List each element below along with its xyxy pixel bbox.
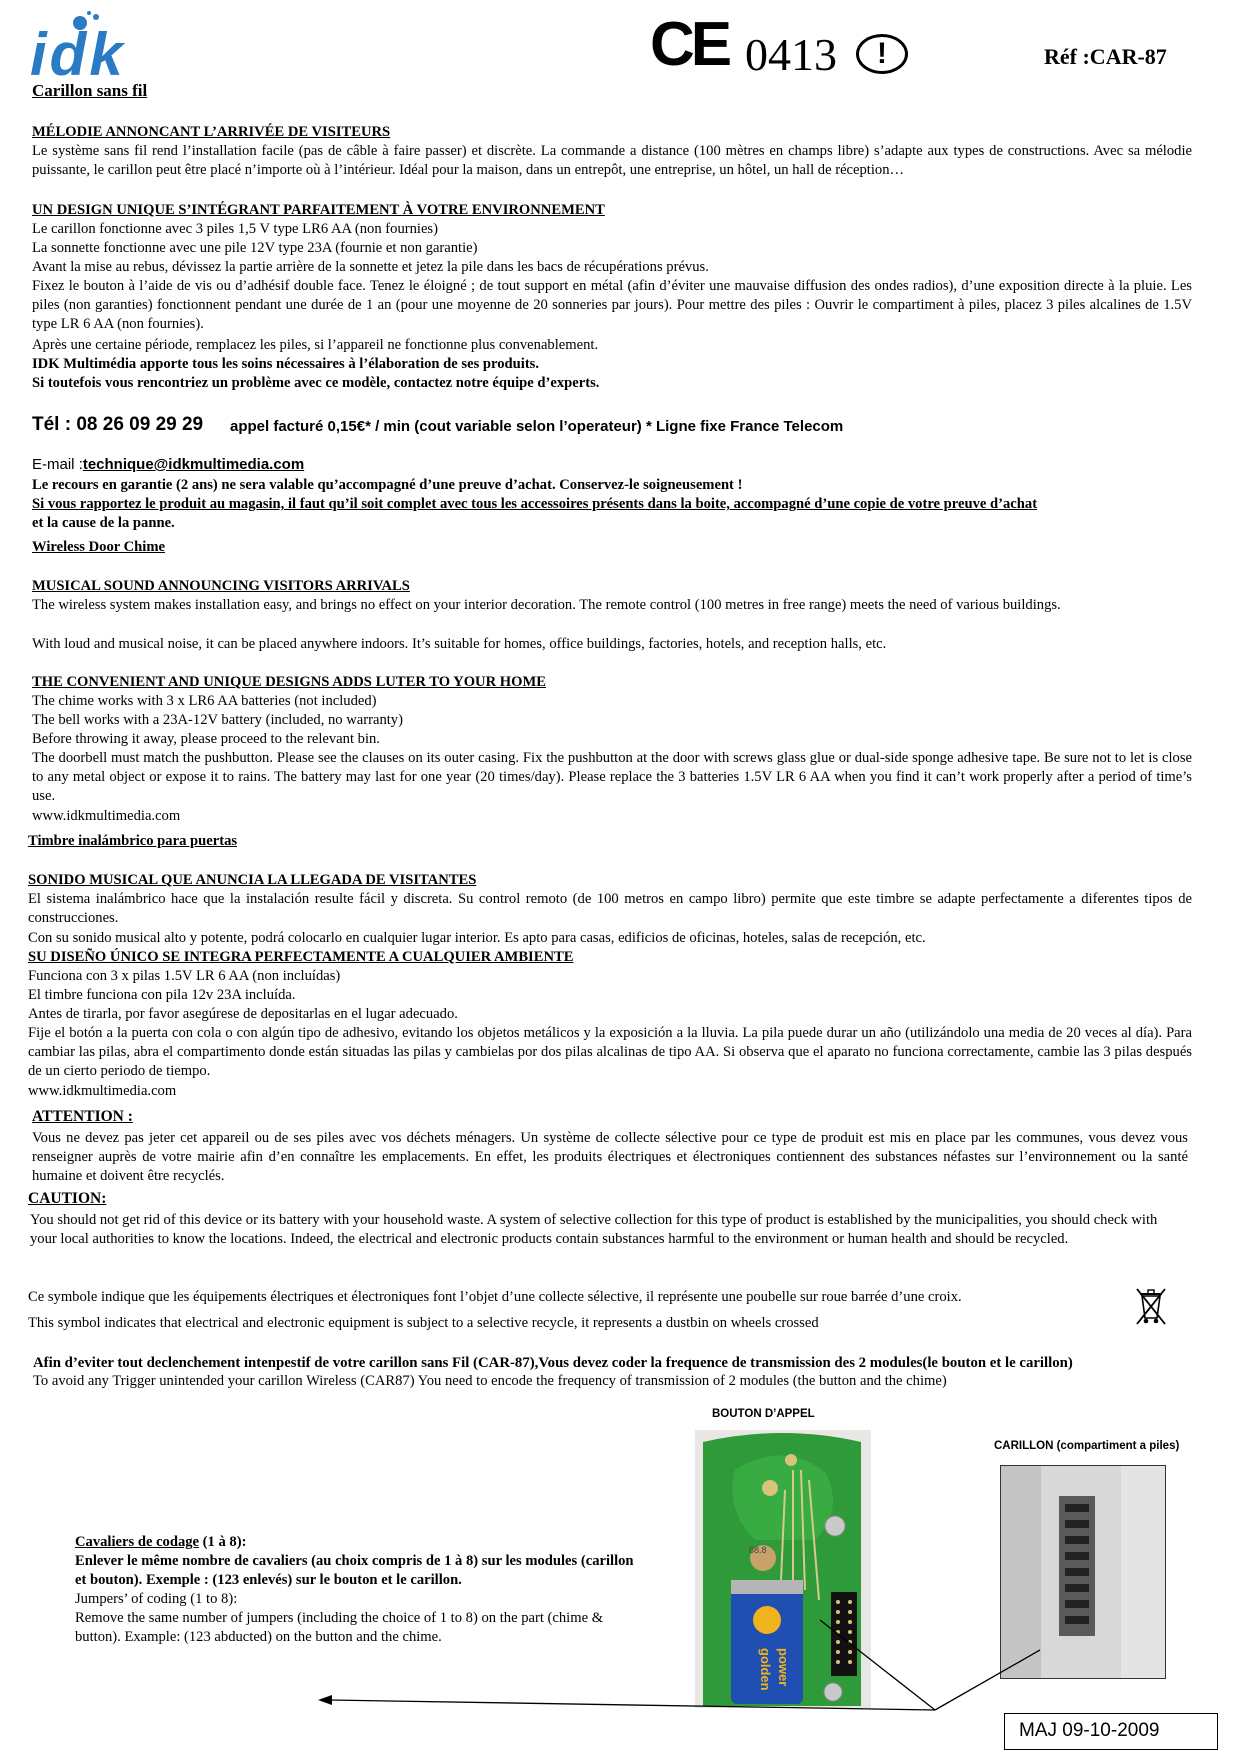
es-title: Timbre inalámbrico para puertas [28, 833, 238, 849]
fr-heading-1: MÉLODIE ANNONCANT L’ARRIVÉE DE VISITEURS [32, 124, 391, 140]
fr-paragraph-1: Le système sans fil rend l’installation facile (pas de câble à faire passer) et discrète. La commande a distance (100 mètres en champs libre) s’adapte aux types de constructions. Avec sa mélodie puissante, le carillon peut être placé n’importe où à l’intérieur. Idéal pour la maison, dans un entrepôt, une entreprise, un hôtel, un hall de réception… [32, 143, 1192, 178]
symbol-text-fr: Ce symbole indique que les équipements électriques et électroniques font l’objet d’une collecte sélective, il représente une poubelle sur roue barrée d’une croix. [28, 1289, 962, 1305]
fr-heading-2: UN DESIGN UNIQUE S’INTÉGRANT PARFAITEMENT À VOTRE ENVIRONNEMENT [32, 202, 605, 218]
idk-logo [26, 8, 196, 80]
jumpers-title-suffix: (1 à 8): [199, 1534, 247, 1550]
chime-battery-compartment-photo [1000, 1465, 1166, 1679]
button-pcb-photo [695, 1430, 871, 1708]
button-figure-label: BOUTON D’APPEL [712, 1408, 815, 1420]
update-date-box: MAJ 09-10-2009 [1004, 1713, 1218, 1750]
caution-title: CAUTION: [28, 1190, 107, 1207]
en-title: Wireless Door Chime [32, 539, 165, 555]
fr-line-1: Le carillon fonctionne avec 3 piles 1,5 V type LR6 AA (non fournies) [32, 221, 438, 237]
es-heading-2: SU DISEÑO ÚNICO SE INTEGRA PERFECTAMENTE A CUALQUIER AMBIENTE [28, 949, 574, 965]
product-ref: Réf :CAR-87 [1044, 44, 1167, 69]
jumpers-block [75, 1533, 635, 1647]
es-paragraph-1: El sistema inalámbrico hace que la instalación resulte fácil y discreta. Su control remoto (de 100 metros en campo libro) permite que este timbre se adapte perfectamente a diferentes tipos de construcciones. [28, 891, 1192, 926]
fr-paragraph-2: Fixez le bouton à l’aide de vis ou d’adhésif double face. Tenez le éloigné ; de tout support en métal (afin d’éviter une mauvaise diffusion des ondes radios), d’une exposition directe à la pluie. Les piles (non garanties) fonctionnent pendant une durée de 1 an (pour une moyenne de 20 sonneries par jours). Pour mettre des piles : Ouvrir le compartiment à piles, placez 3 piles alcalines de 1.5V type LR 6 AA (non fournies). [32, 278, 1192, 332]
warranty-1: Le recours en garantie (2 ans) ne sera valable qu’accompagné d’une preuve d’achat. Conservez-le soigneusement ! [32, 477, 743, 493]
notified-body-number: 0413 [745, 29, 837, 80]
es-line-2: Funciona con 3 x pilas 1.5V LR 6 AA (non incluídas) [28, 968, 341, 984]
es-line-1: Con su sonido musical alto y potente, podrá colocarlo en cualquier lugar interior. Es apto para casas, edificios de oficinas, hoteles, salas de recepción, etc. [28, 930, 926, 946]
caution-text: You should not get rid of this device or its battery with your household waste. A system of selective collection for this type of product is established by the municipalities, you should check with your local authorities to know the locations. Indeed, the electrical and electronic products contain substances harmful to the environment or human health and should be recycled. [30, 1212, 1158, 1247]
en-line-4: Before throwing it away, please proceed to the relevant bin. [32, 731, 380, 747]
email-link[interactable]: technique@idkmultimedia.com [82, 456, 305, 473]
en-heading-2: THE CONVENIENT AND UNIQUE DESIGNS ADDS LUTER TO YOUR HOME [32, 674, 546, 690]
alert-icon: ! [856, 34, 908, 74]
es-url: www.idkmultimedia.com [28, 1083, 177, 1099]
jumpers-en: Remove the same number of jumpers (including the choice of 1 to 8) on the part (chime & button). Example: (123 abducted) on the button and the chime. [75, 1610, 604, 1645]
symbol-text-en: This symbol indicates that electrical and electronic equipment is subject to a selective recycle, it represents a dustbin on wheels crossed [28, 1315, 819, 1331]
fr-bold-1: IDK Multimédia apporte tous les soins nécessaires à l’élaboration de ses produits. [32, 356, 540, 372]
en-line-3: The bell works with a 23A-12V battery (included, no warranty) [32, 712, 403, 728]
phone-info: appel facturé 0,15€* / min (cout variable selon l’operateur) * Ligne fixe France Telecom [230, 418, 844, 435]
fr-title: Carillon sans fil [32, 81, 148, 100]
en-url: www.idkmultimedia.com [32, 808, 181, 824]
svg-text:power: power [776, 1648, 791, 1687]
attention-title: ATTENTION : [32, 1108, 133, 1125]
es-paragraph-2: Fije el botón a la puerta con cola o con algún tipo de adhesivo, evitando los objetos metálicos y la exposición a la lluvia. La pila puede durar un año (utilizándolo una media de 20 veces al día). Para cambiar las pilas, abra el compartimento donde están situadas las pilas y cambielas por dos pilas alcalinas de tipo AA. Si observa que el aparato no funciona correctamente, cambie las 3 pilas después de un cierto periodo de tiempo. [28, 1025, 1192, 1079]
es-heading-1: SONIDO MUSICAL QUE ANUNCIA LA LLEGADA DE VISITANTES [28, 872, 477, 888]
email-label: E-mail : [32, 456, 83, 473]
fr-bold-2: Si toutefois vous rencontriez un problème avec ce modèle, contactez notre équipe d’experts. [32, 375, 600, 391]
coding-note-en: To avoid any Trigger unintended your carillon Wireless (CAR87) You need to encode the frequency of transmission of 2 modules (the button and the chime) [33, 1373, 947, 1389]
svg-text:68.8: 68.8 [749, 1545, 767, 1555]
attention-text: Vous ne devez pas jeter cet appareil ou de ses piles avec vos déchets ménagers. Un système de collecte sélective pour ce type de produit est mis en place par les communes, vous devez vous renseigner auprès de votre mairie afin d’en connaître les emplacements. En effet, les produits électriques et électroniques contiennent des substances néfastes sur l’environnement ou la santé humaine et doivent être recyclés. [32, 1130, 1188, 1184]
es-line-4: Antes de tirarla, por favor asegúrese de depositarlas en el lugar adecuado. [28, 1006, 458, 1022]
en-paragraph-2: The doorbell must match the pushbutton. Please see the clauses on its outer casing. Fix the pushbutton at the door with screws glass glue or dual-side sponge adhesive tape. Be sure not to let is close to any metal object or expose it to rains. The battery may last for one year (20 times/day). Please replace the 3 batteries 1.5V LR 6 AA when you find it can’t work properly after a period of time’s use. [32, 750, 1192, 804]
warranty-2: Si vous rapportez le produit au magasin, il faut qu’il soit complet avec tous les accessoires présents dans la boite, accompagné d’une copie de votre preuve d’achat [32, 496, 1038, 512]
fr-line-3: Avant la mise au rebus, dévissez la partie arrière de la sonnette et jetez la pile dans les bacs de récupérations prévus. [32, 259, 709, 275]
jumpers-en-title: Jumpers’ of coding (1 to 8): [75, 1591, 238, 1607]
fr-line-2: La sonnette fonctionne avec une pile 12V type 23A (fournie et non garantie) [32, 240, 478, 256]
jumpers-title: Cavaliers de codage [75, 1534, 200, 1550]
en-paragraph-1: The wireless system makes installation easy, and brings no effect on your interior decoration. The remote control (100 metres in free range) meets the need of various buildings. [32, 597, 1061, 613]
svg-text:golden: golden [758, 1648, 773, 1691]
es-line-3: El timbre funciona con pila 12v 23A incluída. [28, 987, 296, 1003]
warranty-3: et la cause de la panne. [32, 515, 175, 531]
email-line [32, 456, 304, 474]
en-line-1: With loud and musical noise, it can be placed anywhere indoors. It’s suitable for homes, office buildings, factories, hotels, and reception halls, etc. [32, 636, 887, 652]
ce-mark: CE [650, 10, 729, 79]
coding-note-fr: Afin d’eviter tout declenchement intenpestif de votre carillon sans Fil (CAR-87),Vous devez coder la frequence de transmission des 2 modules(le bouton et le carillon) [33, 1355, 1073, 1371]
svg-text:idk: idk [30, 21, 126, 80]
fr-line-4: Après une certaine période, remplacez les piles, si l’appareil ne fonctionne plus convenablement. [32, 337, 599, 353]
en-heading-1: MUSICAL SOUND ANNOUNCING VISITORS ARRIVALS [32, 578, 410, 594]
phone-number: Tél : 08 26 09 29 29 [32, 414, 204, 435]
crossed-bin-icon [1133, 1286, 1169, 1326]
jumpers-fr: Enlever le même nombre de cavaliers (au choix compris de 1 à 8) sur les modules (carillon et bouton). Exemple : (123 enlevés) sur le bouton et le carillon. [75, 1553, 634, 1588]
chime-figure-label: CARILLON (compartiment a piles) [994, 1440, 1180, 1452]
en-line-2: The chime works with 3 x LR6 AA batteries (not included) [32, 693, 377, 709]
jumpers-title-line [75, 1533, 635, 1552]
